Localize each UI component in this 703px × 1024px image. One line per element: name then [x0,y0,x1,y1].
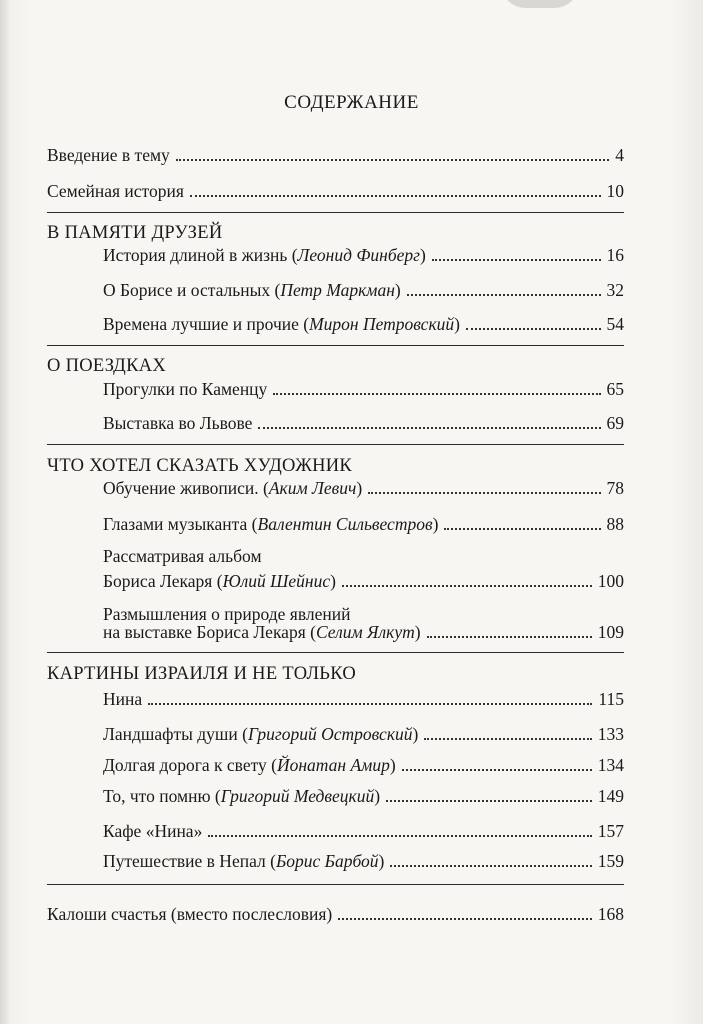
toc-entry-page: 78 [606,478,624,498]
toc-entry-author: Юлий Шейнис [222,571,331,591]
toc-entry-title: Введение в тему [47,145,170,165]
toc-entry-title: Путешествие в Непал ( [103,851,276,871]
toc-entry-page: 16 [606,245,624,265]
toc-entry[interactable] [103,379,624,399]
toc-entry[interactable] [103,622,624,642]
toc-entry-intro[interactable] [47,145,624,165]
toc-entry-first-line: Рассматривая альбом [103,546,262,566]
dot-leader [390,865,591,867]
toc-entry-page: 65 [606,379,624,399]
toc-entry-title-tail: ) [454,314,460,334]
toc-entry-title-tail: ) [356,478,363,498]
toc-entry[interactable] [103,413,624,433]
toc-entry-page: 149 [597,786,624,806]
toc-entry-author: Петр Маркман [280,280,395,300]
toc-entry-title: Нина [103,689,143,709]
toc-entry[interactable] [103,571,624,591]
toc-entry-page: 10 [606,181,624,201]
section-heading: ЧТО ХОТЕЛ СКАЗАТЬ ХУДОЖНИК [47,456,353,476]
dot-leader [402,769,592,771]
toc-entry-page: 133 [597,724,624,744]
dot-leader [427,636,592,638]
toc-entry-author: Григорий Медвецкий [220,786,375,806]
toc-entry[interactable] [103,786,624,806]
toc-entry-author: Йонатан Амир [276,755,390,775]
toc-entry[interactable] [103,755,624,775]
toc-entry-title: Бориса Лекаря ( [103,571,223,591]
toc-entry-title: Обучение живописи. ( [103,478,269,498]
toc-entry-title: То, что помню ( [103,786,221,806]
toc-entry[interactable] [103,280,624,300]
toc-entry-page: 32 [606,280,624,300]
dot-leader [444,528,600,530]
toc-entry-title-tail: ) [330,571,336,591]
toc-entry-family-history[interactable] [47,181,624,201]
dot-leader [407,294,601,296]
toc-entry-page: 134 [597,755,624,775]
toc-entry[interactable] [103,851,624,871]
dot-leader [432,259,601,261]
toc-entry-title-tail: ) [419,245,426,265]
section-separator [47,212,624,213]
toc-entry[interactable] [103,724,624,744]
toc-entry-page: 4 [615,145,624,165]
dot-leader [148,703,592,705]
toc-entry-title: Калоши счастья (вместо послесловия) [47,904,333,924]
section-separator [47,884,624,885]
toc-entry-title: Семейная история [47,181,184,201]
dot-leader [190,195,601,197]
toc-entry-page: 159 [597,851,624,871]
section-separator [47,444,624,445]
toc-entry-author: Григорий Островский [247,724,413,744]
dot-leader [368,492,600,494]
toc-entry-page: 115 [598,689,624,709]
toc-entry[interactable] [103,478,624,498]
section-heading: КАРТИНЫ ИЗРАИЛЯ И НЕ ТОЛЬКО [47,664,357,684]
toc-entry-page: 109 [597,622,624,642]
toc-entry-title-tail: ) [432,514,439,534]
section-separator [47,652,624,653]
toc-title: СОДЕРЖАНИЕ [284,92,419,113]
toc-entry[interactable] [103,689,624,709]
toc-entry-author: Селим Ялкут [315,622,415,642]
toc-entry-title-tail: ) [412,724,419,744]
toc-entry[interactable] [103,514,624,534]
toc-entry-author: Борис Барбой [275,851,379,871]
page-spine-shadow [0,0,10,1024]
dot-leader [342,585,592,587]
dot-leader [338,918,591,920]
toc-entry-title: История длиной в жизнь ( [103,245,298,265]
toc-entry-page: 168 [597,904,624,924]
toc-entry-author: Леонид Финберг [297,245,420,265]
toc-entry-title: Долгая дорога к свету ( [103,755,277,775]
toc-entry-title: О Борисе и остальных ( [103,280,281,300]
dot-leader [273,393,600,395]
toc-entry-page: 100 [597,571,624,591]
dot-leader [466,328,601,330]
toc-entry-title: на выставке Бориса Лекаря ( [103,622,316,642]
page-top-mark [500,0,580,8]
dot-leader [386,800,592,802]
toc-entry-title: Ландшафты души ( [103,724,248,744]
toc-entry-page: 88 [606,514,624,534]
toc-entry-title: Времена лучшие и прочие ( [103,314,310,334]
toc-entry-author: Мирон Петровский [309,314,455,334]
toc-entry-title-tail: ) [378,851,385,871]
toc-entry-page: 157 [597,821,624,841]
toc-entry-title: Кафе «Нина» [103,821,203,841]
dot-leader [424,738,591,740]
toc-entry-author: Валентин Сильвестров [257,514,433,534]
toc-entry-afterword[interactable] [47,904,624,924]
toc-entry-author: Аким Левич [268,478,357,498]
toc-entry-page: 54 [606,314,624,334]
section-heading: В ПАМЯТИ ДРУЗЕЙ [47,223,223,243]
toc-entry-title-tail: ) [394,280,401,300]
dot-leader [208,835,591,837]
toc-entry-title-tail: ) [389,755,396,775]
toc-entry[interactable] [103,821,624,841]
toc-entry[interactable] [103,245,624,265]
toc-entry-title: Прогулки по Каменцу [103,379,268,399]
toc-entry-title-tail: ) [374,786,381,806]
section-heading: О ПОЕЗДКАХ [47,356,167,376]
dot-leader [258,427,600,429]
toc-entry-first-line: Размышления о природе явлений [103,604,351,624]
toc-entry-title: Выставка во Львове [103,413,253,433]
toc-entry[interactable] [103,314,624,334]
toc-entry-page: 69 [606,413,624,433]
dot-leader [176,159,609,161]
section-separator [47,345,624,346]
toc-entry-title-tail: ) [414,622,421,642]
toc-entry-title: Глазами музыканта ( [103,514,258,534]
